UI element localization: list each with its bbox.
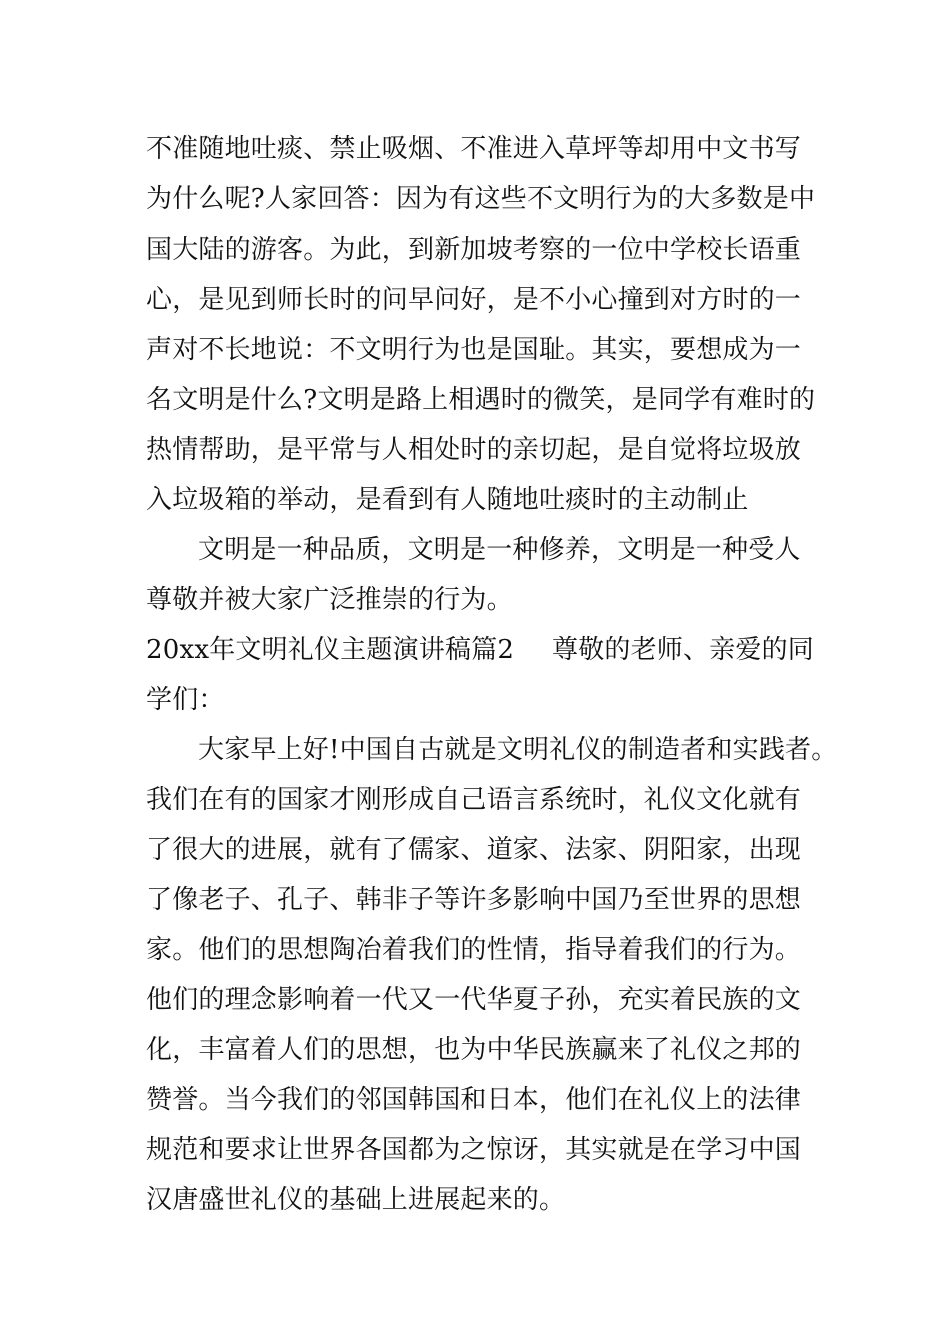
- paragraph-line: 家。他们的思想陶冶着我们的性情，指导着我们的行为。: [146, 935, 802, 965]
- paragraph-line: 文明是一种品质，文明是一种修养，文明是一种受人: [198, 535, 801, 565]
- paragraph-line: 规范和要求让世界各国都为之惊讶，其实就是在学习中国: [146, 1135, 802, 1165]
- paragraph-line: 我们在有的国家才刚形成自己语言系统时，礼仪文化就有: [146, 785, 802, 815]
- greeting-line: 学们：: [146, 685, 225, 715]
- paragraph-line: 汉唐盛世礼仪的基础上进展起来的。: [146, 1185, 566, 1215]
- paragraph-line: 了像老子、孔子、韩非子等许多影响中国乃至世界的思想: [146, 885, 802, 915]
- section-heading: 20xx年文明礼仪主题演讲稿篇2: [146, 635, 515, 665]
- paragraph-line: 不准随地吐痰、禁止吸烟、不准进入草坪等却用中文书写: [146, 134, 802, 164]
- paragraph-line: 名文明是什么?文明是路上相遇时的微笑，是同学有难时的: [146, 385, 816, 415]
- paragraph-line: 心，是见到师长时的问早问好，是不小心撞到对方时的一: [146, 285, 802, 315]
- paragraph-line: 声对不长地说：不文明行为也是国耻。其实，要想成为一: [146, 335, 802, 365]
- greeting-line: 尊敬的老师、亲爱的同: [552, 635, 815, 665]
- paragraph-line: 尊敬并被大家广泛推崇的行为。: [146, 585, 513, 615]
- paragraph-line: 大家早上好!中国自古就是文明礼仪的制造者和实践者。: [198, 735, 838, 765]
- paragraph-line: 化，丰富着人们的思想，也为中华民族赢来了礼仪之邦的: [146, 1035, 802, 1065]
- paragraph-line: 入垃圾箱的举动，是看到有人随地吐痰时的主动制止: [146, 485, 749, 515]
- paragraph-line: 他们的理念影响着一代又一代华夏子孙，充实着民族的文: [146, 985, 802, 1015]
- paragraph-line: 热情帮助，是平常与人相处时的亲切起，是自觉将垃圾放: [146, 435, 802, 465]
- paragraph-line: 国大陆的游客。为此，到新加坡考察的一位中学校长语重: [146, 235, 802, 265]
- paragraph-line: 为什么呢?人家回答：因为有这些不文明行为的大多数是中: [146, 184, 816, 214]
- paragraph-line: 赞誉。当今我们的邻国韩国和日本，他们在礼仪上的法律: [146, 1085, 802, 1115]
- paragraph-line: 了很大的进展，就有了儒家、道家、法家、阴阳家，出现: [146, 835, 802, 865]
